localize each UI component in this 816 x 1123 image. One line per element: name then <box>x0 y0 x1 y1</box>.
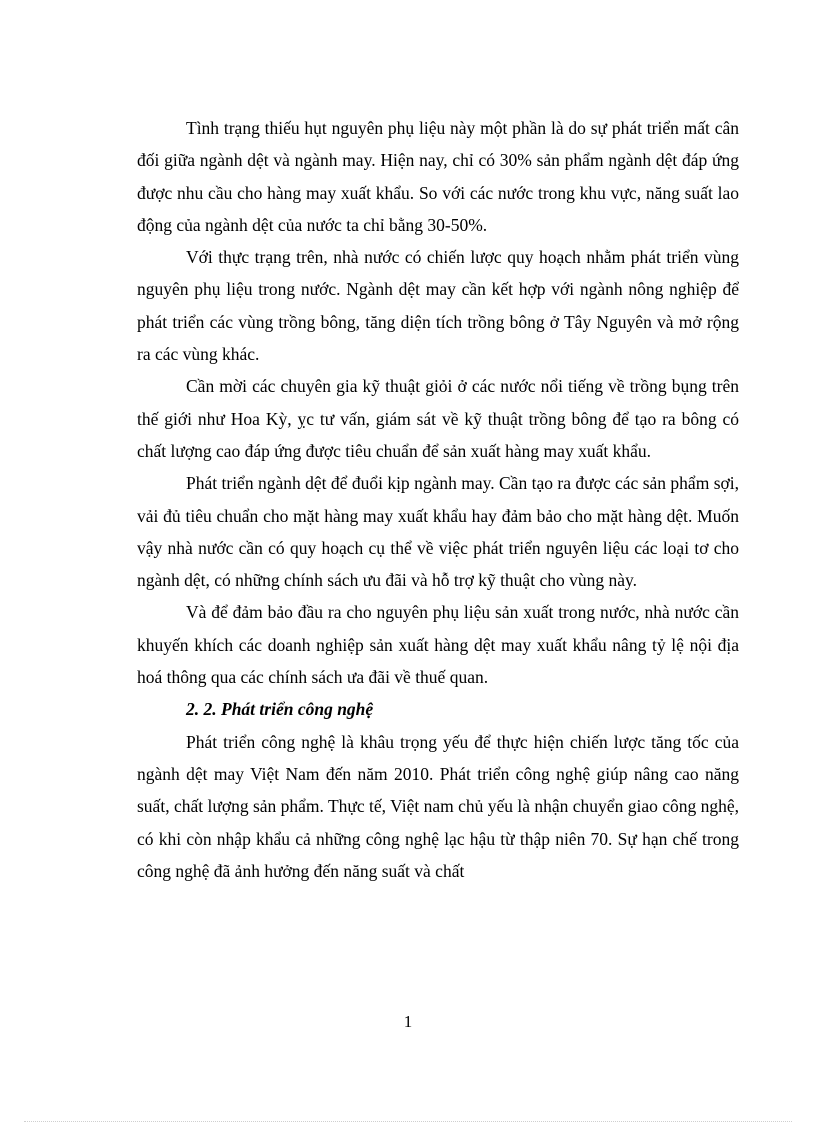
paragraph-experts: Cần mời các chuyên gia kỹ thuật giỏi ở các nước nổi tiếng về trồng bụng trên thế giới như Hoa Kỳ, ỵc tư vấn, giám sát về kỹ thuật trồng bông để tạo ra bông có chất lượng cao đáp ứng được tiêu chuẩn để sản xuất hàng may xuất khẩu. <box>137 376 739 461</box>
paragraph-technology: Phát triển công nghệ là khâu trọng yếu để thực hiện chiến lược tăng tốc của ngành dệt may Việt Nam đến năm 2010. Phát triển công nghệ giúp nâng cao năng suất, chất lượng sản phẩm. Thực tế, Việt nam chủ yếu là nhận chuyển giao công nghệ, có khi còn nhập khẩu cả những công nghệ lạc hậu từ thập niên 70. Sự hạn chế trong công nghệ đã ảnh hưởng đến năng suất và chất <box>137 731 739 881</box>
section-heading: 2. 2. Phát triển công nghệ <box>186 699 374 720</box>
page-number: 1 <box>403 1012 413 1031</box>
document-body <box>137 112 739 887</box>
paragraph-localization: Và để đảm bảo đầu ra cho nguyên phụ liệu sản xuất trong nước, nhà nước cần khuyến khích các doanh nghiệp sản xuất hàng dệt may xuất khẩu nâng tỷ lệ nội địa hoá thông qua các chính sách ưa đãi về thuế quan. <box>137 602 739 688</box>
paragraph-strategy: Với thực trạng trên, nhà nước có chiến lược quy hoạch nhằm phát triển vùng nguyên phụ liệu trong nước. Ngành dệt may cần kết hợp với ngành nông nghiệp để phát triển các vùng trồng bông, tăng diện tích trồng bông ở Tây Nguyên và mở rộng ra các vùng khác. <box>137 247 739 365</box>
paragraph-shortage: Tình trạng thiếu hụt nguyên phụ liệu này một phần là do sự phát triển mất cân đối giữa ngành dệt và ngành may. Hiện nay, chỉ có 30% sản phẩm ngành dệt đáp ứng được nhu cầu cho hàng may xuất khẩu. So với các nước trong khu vực, năng suất lao động của ngành dệt của nước ta chỉ bằng 30-50%. <box>137 118 739 235</box>
paragraph-textile-development: Phát triển ngành dệt để đuổi kịp ngành may. Cần tạo ra được các sản phẩm sợi, vải đủ tiêu chuẩn cho mặt hàng may xuất khẩu hay đảm bảo cho mặt hàng dệt. Muốn vậy nhà nước cần có quy hoạch cụ thể về việc phát triển nguyên liệu các loại tơ cho ngành dệt, có những chính sách ưu đãi và hỗ trợ kỹ thuật cho vùng này. <box>137 473 739 591</box>
page-bottom-divider <box>24 1121 792 1122</box>
